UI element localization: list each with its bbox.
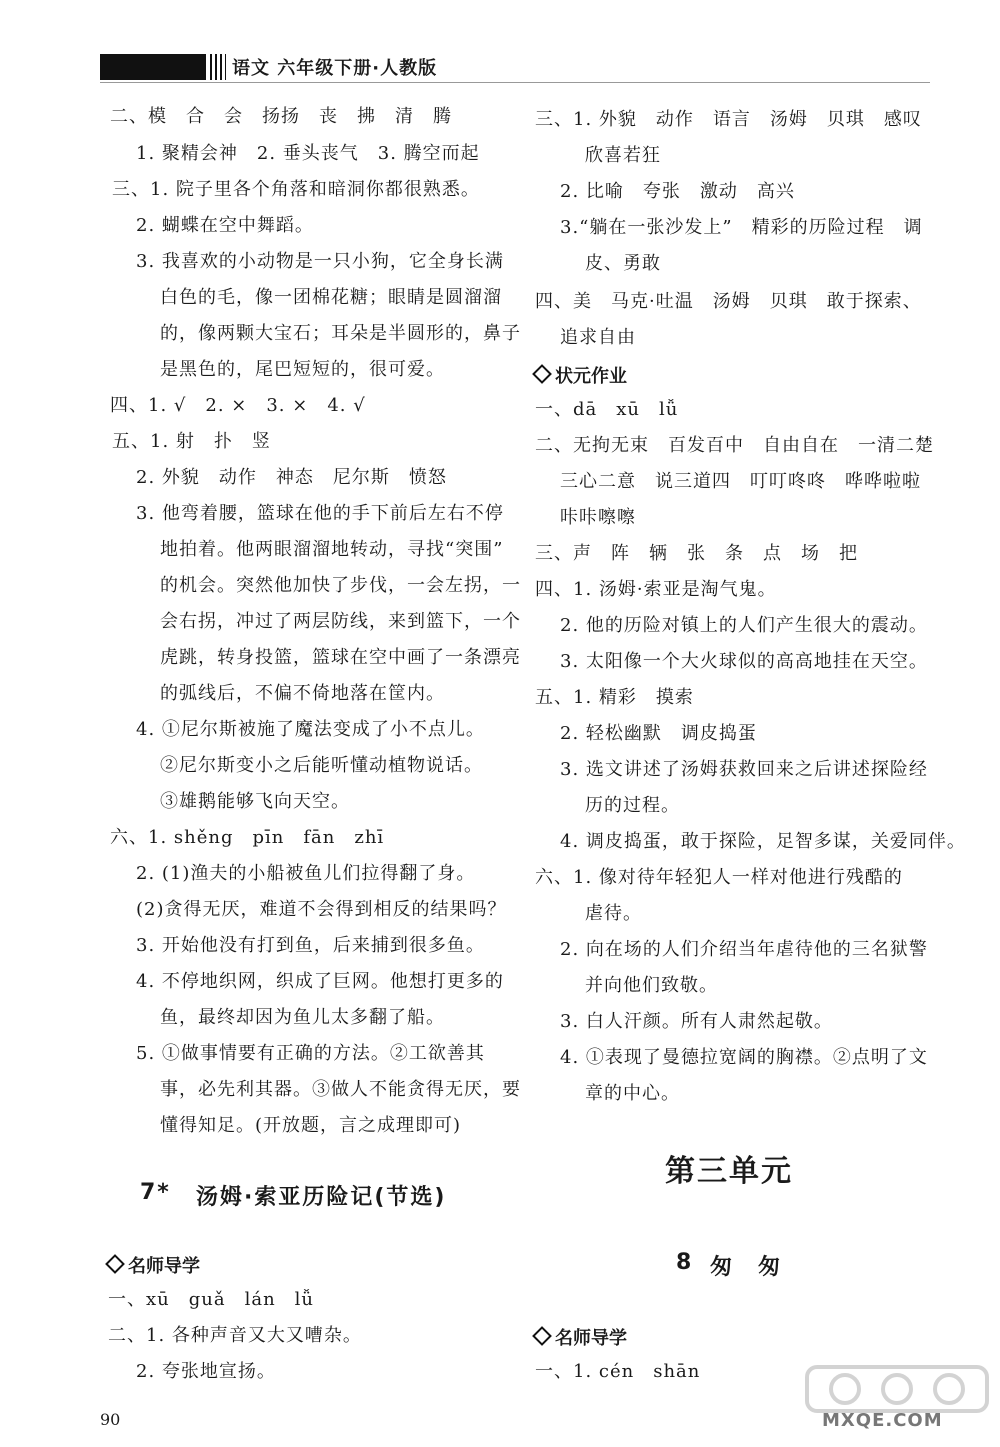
- answer-line: 3.“躺在一张沙发上” 精彩的历险过程 调: [560, 217, 923, 238]
- answer-line: 4. ①表现了曼德拉宽阔的胸襟。②点明了文: [560, 1047, 928, 1068]
- answer-line: 3. 白人汗颜。所有人肃然起敬。: [560, 1011, 833, 1032]
- answer-line: 一、xū guǎ lán lǚ: [108, 1289, 315, 1310]
- answer-line: 2. 外貌 动作 神态 尼尔斯 愤怒: [136, 467, 447, 488]
- answer-line: 虐待。: [585, 903, 642, 924]
- answer-line: 3. 我喜欢的小动物是一只小狗，它全身长满: [136, 251, 504, 272]
- answer-line: 2. 轻松幽默 调皮捣蛋: [560, 723, 757, 744]
- answer-line: 六、1. 像对待年轻犯人一样对他进行残酷的: [535, 867, 903, 888]
- answer-line: 3. 开始他没有打到鱼，后来捕到很多鱼。: [136, 935, 485, 956]
- answer-line: 2. 他的历险对镇上的人们产生很大的震动。: [560, 615, 928, 636]
- answer-line: 追求自由: [560, 327, 636, 348]
- answer-line: 2. (1)渔夫的小船被鱼儿们拉得翻了身。: [136, 863, 476, 884]
- answer-line: 3. 太阳像一个大火球似的高高地挂在天空。: [560, 651, 928, 672]
- answer-line: 白色的毛，像一团棉花糖；眼睛是圆溜溜: [160, 287, 502, 308]
- diamond-icon: [532, 1326, 552, 1346]
- answer-line: 四、美 马克·吐温 汤姆 贝琪 敢于探索、: [535, 291, 922, 312]
- page-number: 90: [100, 1410, 121, 1429]
- answer-line: 5. ①做事情要有正确的方法。②工欲善其: [136, 1043, 485, 1064]
- answer-line: 一、1. cén shān: [535, 1361, 701, 1382]
- answer-line: 2. 比喻 夸张 激动 高兴: [560, 181, 795, 202]
- answer-line: 五、1. 射 扑 竖: [112, 431, 271, 452]
- unit-title: 第三单元: [665, 1154, 793, 1189]
- lesson-number: 7*: [140, 1180, 171, 1205]
- answer-line: 六、1. shěng pīn fān zhī: [110, 827, 385, 848]
- answer-line: 三、声 阵 辆 张 条 点 场 把: [535, 543, 858, 564]
- header-title: 语文 六年级下册·人教版: [232, 58, 438, 79]
- answer-line: 2. 向在场的人们介绍当年虐待他的三名狱警: [560, 939, 928, 960]
- watermark-text: MXQE.COM: [822, 1410, 943, 1431]
- section-heading: 名师导学: [535, 1324, 627, 1350]
- answer-line: 是黑色的，尾巴短短的，很可爱。: [160, 359, 445, 380]
- answer-line: 的，像两颗大宝石；耳朵是半圆形的，鼻子: [160, 323, 521, 344]
- answer-line: 的机会。突然他加快了步伐，一会左拐，一: [160, 575, 521, 596]
- answer-line: 章的中心。: [585, 1083, 680, 1104]
- answer-line: 五、1. 精彩 摸索: [535, 687, 694, 708]
- answer-line: (2)贪得无厌，难道不会得到相反的结果吗？: [136, 899, 507, 920]
- diamond-icon: [105, 1254, 125, 1274]
- header-rule: [100, 82, 930, 83]
- answer-line: 一、dā xū lǚ: [535, 399, 679, 420]
- answer-line: 2. 蝴蝶在空中舞蹈。: [136, 215, 314, 236]
- answer-line: 三、1. 院子里各个角落和暗洞你都很熟悉。: [112, 179, 480, 200]
- answer-line: 二、1. 各种声音又大又嘈杂。: [108, 1325, 362, 1346]
- answer-line: 并向他们致敬。: [585, 975, 718, 996]
- section-heading: 名师导学: [108, 1252, 200, 1278]
- answer-line: 三、1. 外貌 动作 语言 汤姆 贝琪 感叹: [535, 109, 922, 130]
- answer-line: 4. 不停地织网，织成了巨网。他想打更多的: [136, 971, 504, 992]
- answer-line: 4. ①尼尔斯被施了魔法变成了小不点儿。: [136, 719, 485, 740]
- answer-line: 2. 夸张地宣扬。: [136, 1361, 276, 1382]
- answer-line: 鱼，最终却因为鱼儿太多翻了船。: [160, 1007, 445, 1028]
- answer-line: ③雄鹅能够飞向天空。: [160, 791, 350, 812]
- answer-line: 会右拐，冲过了两层防线，来到篮下，一个: [160, 611, 521, 632]
- answer-line: 历的过程。: [585, 795, 680, 816]
- answer-line: 四、1. 汤姆·索亚是淘气鬼。: [535, 579, 777, 600]
- answer-line: 二、无拘无束 百发百中 自由自在 一清二楚: [535, 435, 934, 456]
- answer-line: ②尼尔斯变小之后能听懂动植物说话。: [160, 755, 483, 776]
- answer-line: 欣喜若狂: [585, 145, 661, 166]
- lesson-title: 匆 匆: [710, 1255, 783, 1280]
- header-black-bar: [100, 54, 206, 80]
- answer-line: 的弧线后，不偏不倚地落在筐内。: [160, 683, 445, 704]
- answer-line: 懂得知足。(开放题，言之成理即可): [160, 1115, 462, 1136]
- answer-line: 咔咔嚓嚓: [560, 507, 636, 528]
- lesson-number: 8: [676, 1250, 694, 1275]
- answer-line: 二、模 合 会 扬扬 丧 拂 清 腾: [110, 106, 452, 127]
- lesson-title: 汤姆·索亚历险记(节选): [196, 1185, 447, 1210]
- answer-line: 4. 调皮捣蛋，敢于探险，足智多谋，关爱同伴。: [560, 831, 966, 852]
- answer-line: 事，必先利其器。③做人不能贪得无厌，要: [160, 1079, 521, 1100]
- answer-line: 1. 聚精会神 2. 垂头丧气 3. 腾空而起: [136, 143, 480, 164]
- answer-line: 四、1. √ 2. × 3. × 4. √: [110, 395, 366, 416]
- answer-line: 皮、勇敢: [585, 253, 661, 274]
- answer-line: 3. 选文讲述了汤姆获救回来之后讲述探险经: [560, 759, 928, 780]
- section-heading: 状元作业: [535, 362, 627, 388]
- page-header: [100, 52, 930, 86]
- answer-line: 地拍着。他两眼溜溜地转动，寻找“突围”: [160, 539, 504, 560]
- header-stripes: [210, 54, 226, 80]
- answer-line: 三心二意 说三道四 叮叮咚咚 哗哗啦啦: [560, 471, 921, 492]
- answer-line: 虎跳，转身投篮，篮球在空中画了一条漂亮: [160, 647, 521, 668]
- diamond-icon: [532, 364, 552, 384]
- answer-line: 3. 他弯着腰，篮球在他的手下前后左右不停: [136, 503, 504, 524]
